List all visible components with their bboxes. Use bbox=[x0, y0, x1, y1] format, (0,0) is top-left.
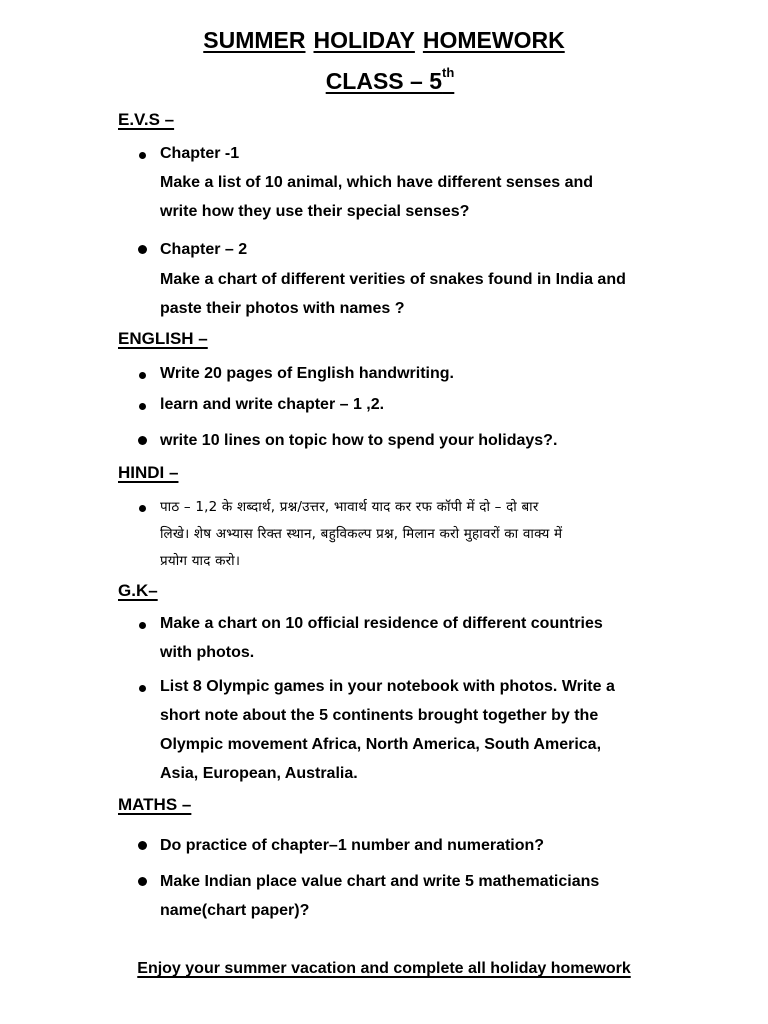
bullet-icon bbox=[139, 622, 146, 629]
maths-item1: Do practice of chapter–1 number and numeration? bbox=[160, 837, 545, 854]
title-word-homework: HOMEWORK bbox=[422, 27, 565, 53]
gk-item1-line2: with photos. bbox=[160, 644, 255, 661]
evs-item2-line2: paste their photos with names ? bbox=[160, 300, 405, 317]
evs-heading: E.V.S – bbox=[118, 110, 175, 129]
class-title bbox=[0, 65, 768, 95]
hindi-heading: HINDI – bbox=[118, 463, 179, 482]
english-item: learn and write chapter – 1 ,2. bbox=[160, 396, 385, 413]
evs-item1-line2: write how they use their special senses? bbox=[160, 203, 470, 220]
hindi-line2: लिखे। शेष अभ्यास रिक्त स्थान, बहुविकल्प प्रश्न, मिलान करो मुहावरों का वाक्य में bbox=[160, 526, 563, 542]
class-label-sup: th bbox=[442, 65, 455, 81]
gk-heading: G.K– bbox=[118, 581, 158, 600]
page-title bbox=[0, 27, 768, 54]
maths-item2-line2: name(chart paper)? bbox=[160, 902, 310, 919]
footer-text: Enjoy your summer vacation and complete all holiday homework bbox=[137, 960, 631, 977]
evs-item2-label: Chapter – 2 bbox=[160, 241, 248, 258]
gk-item2-line3: Olympic movement Africa, North America, South America, bbox=[160, 736, 602, 753]
footer-note bbox=[0, 960, 768, 978]
gk-item2-line4: Asia, European, Australia. bbox=[160, 765, 358, 782]
class-label-text: CLASS – 5 bbox=[325, 68, 443, 94]
hindi-line3: प्रयोग याद करो। bbox=[160, 553, 241, 569]
class-label bbox=[325, 65, 455, 94]
maths-heading: MATHS – bbox=[118, 795, 192, 814]
english-item: Write 20 pages of English handwriting. bbox=[160, 365, 454, 382]
hindi-line1: पाठ – 1,2 के शब्दार्थ, प्रश्न/उत्तर, भावार्थ याद कर रफ कॉपी में दो – दो बार bbox=[160, 499, 539, 515]
bullet-icon bbox=[139, 152, 146, 159]
gk-item2-line1: List 8 Olympic games in your notebook with photos. Write a bbox=[160, 678, 615, 695]
bullet-icon bbox=[139, 372, 146, 379]
bullet-icon bbox=[138, 841, 147, 850]
english-heading: ENGLISH – bbox=[118, 329, 208, 348]
bullet-icon bbox=[139, 685, 146, 692]
bullet-icon bbox=[139, 505, 146, 512]
evs-item2-line1: Make a chart of different verities of snakes found in India and bbox=[160, 271, 626, 288]
gk-item2-line2: short note about the 5 continents brought together by the bbox=[160, 707, 599, 724]
gk-item1-line1: Make a chart on 10 official residence of different countries bbox=[160, 615, 603, 632]
evs-item1-line1: Make a list of 10 animal, which have different senses and bbox=[160, 174, 594, 191]
english-item: write 10 lines on topic how to spend your holidays?. bbox=[160, 432, 558, 449]
bullet-icon bbox=[138, 436, 147, 445]
title-word-holiday: HOLIDAY bbox=[313, 27, 415, 53]
maths-item2-line1: Make Indian place value chart and write 5 mathematicians bbox=[160, 873, 600, 890]
title-word-summer: SUMMER bbox=[203, 27, 306, 53]
evs-item1-label: Chapter -1 bbox=[160, 145, 240, 162]
bullet-icon bbox=[138, 245, 147, 254]
bullet-icon bbox=[138, 877, 147, 886]
bullet-icon bbox=[139, 403, 146, 410]
